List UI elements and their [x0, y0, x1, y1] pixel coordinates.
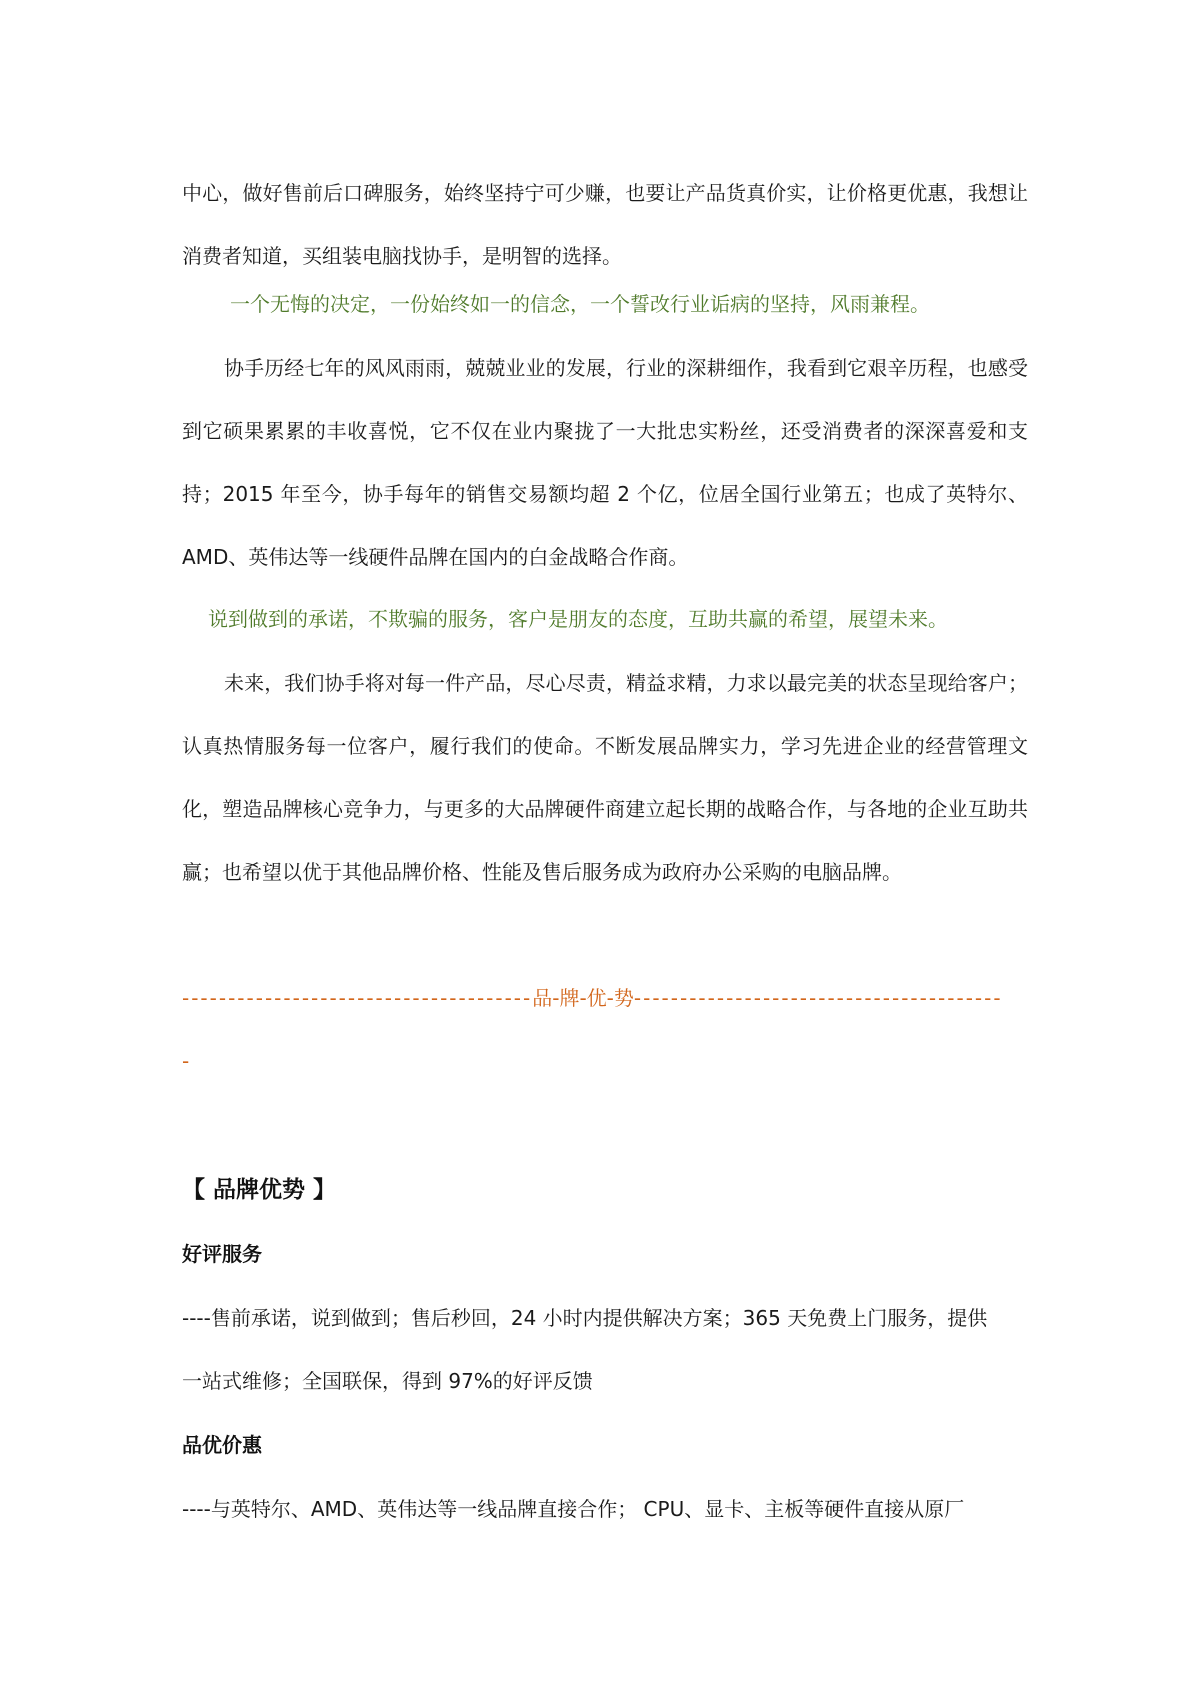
subheading-good-service: 好评服务: [182, 1242, 262, 1266]
slogan-future: 说到做到的承诺，不欺骗的服务，客户是朋友的态度，互助共赢的希望，展望未来。: [208, 607, 948, 631]
divider-title: 品-牌-优-势: [532, 986, 634, 1010]
slogan-commitment: 一个无悔的决定，一份始终如一的信念，一个誓改行业诟病的坚持，风雨兼程。: [230, 292, 930, 316]
good-service-line-2: 一站式维修；全国联保，得到 97%的好评反馈: [182, 1369, 593, 1393]
section-divider: [182, 983, 1028, 1013]
paragraph-intro: 中心，做好售前后口碑服务，始终坚持宁可少赚，也要让产品货真价实，让价格更优惠，我想让消费者知道，买组装电脑找协手，是明智的选择。: [182, 181, 1028, 268]
paragraph-history: 协手历经七年的风风雨雨，兢兢业业的发展，行业的深耕细作，我看到它艰辛历程，也感受到它硕果累累的丰收喜悦，它不仅在业内聚拢了一大批忠实粉丝，还受消费者的深深喜爱和支持；2015 年至今，协手每年的销售交易额均超 2 个亿，位居全国行业第五；也成了英特尔、AMD、英伟达等一线硬件品牌在国内的白金战略合作商。: [182, 356, 1028, 569]
subheading-quality-price: 品优价惠: [182, 1433, 262, 1457]
quality-price-line-1: ----与英特尔、AMD、英伟达等一线品牌直接合作； CPU、显卡、主板等硬件直接从原厂: [182, 1497, 965, 1521]
divider-dashes-right: ----------------------------------------: [633, 986, 1003, 1010]
divider-tail: -: [182, 1049, 190, 1073]
divider-dashes-left: --------------------------------------: [182, 986, 533, 1010]
paragraph-future: 未来，我们协手将对每一件产品，尽心尽责，精益求精，力求以最完美的状态呈现给客户；认真热情服务每一位客户，履行我们的使命。不断发展品牌实力，学习先进企业的经营管理文化，塑造品牌核心竞争力，与更多的大品牌硬件商建立起长期的战略合作，与各地的企业互助共赢；也希望以优于其他品牌价格、性能及售后服务成为政府办公采购的电脑品牌。: [182, 671, 1028, 884]
brand-advantage-heading: 【 品牌优势 】: [182, 1177, 337, 1203]
good-service-line-1: ----售前承诺，说到做到；售后秒回，24 小时内提供解决方案；365 天免费上门服务，提供: [182, 1306, 988, 1330]
